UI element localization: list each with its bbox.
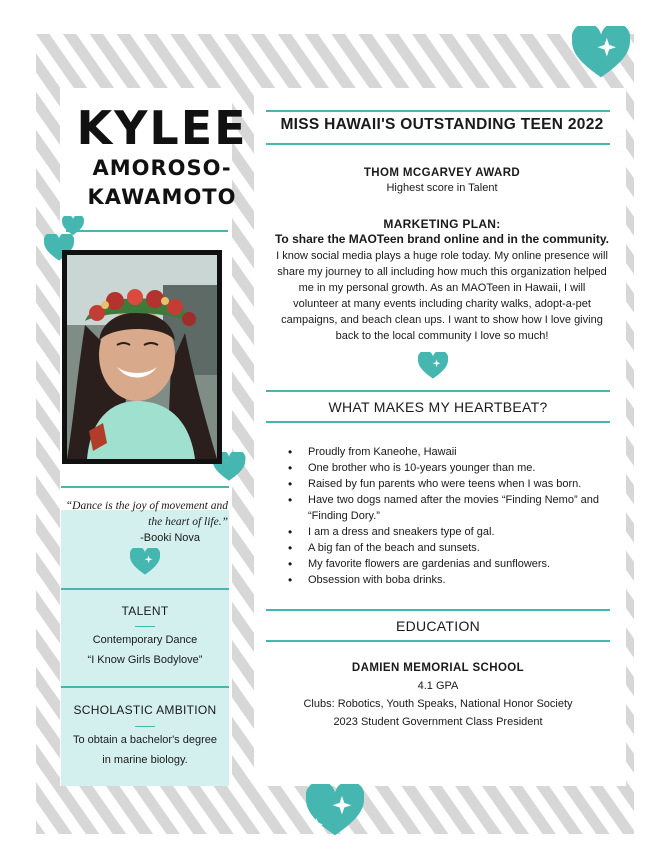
title-rule-top [266,110,610,112]
list-item: • My favorite flowers are gardenias and sunflowers. [286,556,616,572]
education-heading: EDUCATION [395,618,481,634]
marketing-line: share my journey to all including how much this organization helped [277,266,607,278]
talent-mini-rule [135,626,155,627]
marketing-body [266,248,618,344]
marketing-line: I know social media plays a huge role today. My online presence will [276,250,608,262]
scholastic-mini-rule [135,726,155,727]
marketing-line: me in my personal growth. As an MAOTeen in Hawaii, I will [298,282,586,294]
name-divider [66,230,228,232]
clubs: Clubs: Robotics, Youth Speaks, National Honor Society [303,698,573,710]
list-item: • I am a dress and sneakers type of gal. [286,524,616,540]
marketing-line: back to the local community I love so much! [335,330,549,342]
teal-heart-icon [130,548,160,576]
heartbeat-list [286,444,616,588]
teal-heart-icon [572,26,630,80]
talent-song: “I Know Girls Bodylove” [87,654,203,666]
heartbeat-heading: WHAT MAKES MY HEARTBEAT? [328,399,548,415]
list-item: • A big fan of the beach and sunsets. [286,540,616,556]
quote-author: -Booki Nova [140,532,200,544]
quote-line: “Dance is the joy of movement and [65,500,228,512]
list-item: • One brother who is 10-years younger than me. [286,460,616,476]
talent-style: Contemporary Dance [92,634,198,646]
contestant-photo [62,250,222,464]
list-item: • Obsession with boba drinks. [286,572,616,588]
gpa: 4.1 GPA [417,680,459,692]
heartbeat-rule-top [266,390,610,392]
quote-rule [61,486,229,488]
marketing-lead: To share the MAOTeen brand online and in the community. [274,232,610,246]
scholastic-line-1: To obtain a bachelor's degree [73,734,217,746]
last-name-line-1: AMOROSO- [92,156,232,180]
quote-line: the heart of life.” [148,516,228,528]
award-name: THOM MCGARVEY AWARD [363,167,521,179]
list-item: • Raised by fun parents who were teens when I was born. [286,476,616,492]
talent-heading: TALENT [121,604,169,618]
quote-text [62,498,228,530]
education-rule-bottom [266,640,610,642]
teal-heart-icon [418,352,448,380]
scholastic-rule [61,686,229,688]
scholastic-line-2: in marine biology. [102,754,188,766]
title-rule-bottom [266,143,610,145]
marketing-heading: MARKETING PLAN: [383,217,501,231]
school-name: DAMIEN MEMORIAL SCHOOL [351,662,525,674]
last-name-line-2: KAWAMOTO [87,185,237,209]
scholastic-heading: SCHOLASTIC AMBITION [73,703,217,717]
talent-rule [61,588,229,590]
award-description: Highest score in Talent [386,182,498,194]
contestant-name [62,102,262,212]
class-office: 2023 Student Government Class President [333,716,543,728]
marketing-line: campaigns, and beach clean ups. I want to show how I love giving [281,314,603,326]
marketing-line: volunteer at many events including charity walks, adopt-a-pet [293,298,591,310]
teal-heart-icon [306,784,364,838]
first-name: KYLEE [76,101,248,155]
teal-heart-icon [62,216,84,236]
list-item: • Proudly from Kaneohe, Hawaii [286,444,616,460]
page-title: MISS HAWAII'S OUTSTANDING TEEN 2022 [280,116,604,133]
list-item: • Have two dogs named after the movies “Finding Nemo” and “Finding Dory.” [286,492,616,524]
education-rule-top [266,609,610,611]
heartbeat-rule-bottom [266,421,610,423]
